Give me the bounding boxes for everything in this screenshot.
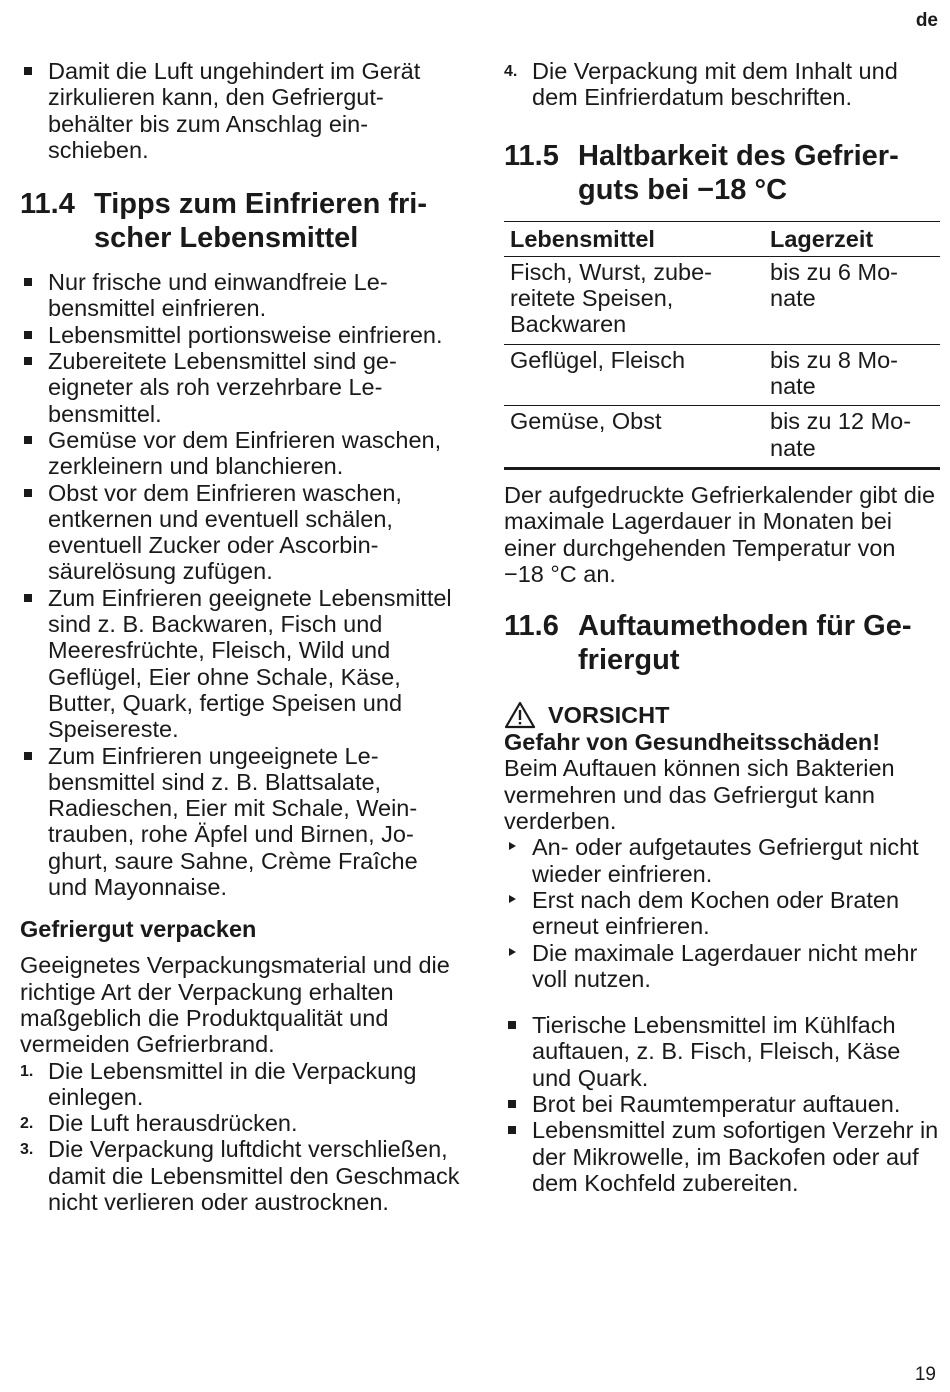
column-header: Lebensmittel [504, 221, 764, 256]
list-item: Damit die Luft ungehindert im Gerät zirkulieren kann, den Gefriergutbehälter bis zum Anschlag einschieben. [20, 58, 460, 163]
list-item: Lebensmittel portionsweise einfrieren. [20, 322, 460, 348]
step-text: Die Verpackung luftdicht verschließen, damit die Lebensmittel den Geschmack nicht verlieren oder austrocknen. [48, 1136, 460, 1215]
thawing-methods-list [504, 1012, 940, 1196]
table-cell: Geflügel, Fleisch [504, 344, 764, 406]
list-item: Tierische Lebensmittel im Kühlfach auftauen, z. B. Fisch, Fleisch, Käse und Quark. [504, 1012, 940, 1091]
step-text: Die Luft herausdrücken. [48, 1110, 298, 1137]
list-item: Lebensmittel zum sofortigen Verzehr in der Mikrowelle, im Backofen oder auf dem Kochfeld zubereiten. [504, 1117, 940, 1196]
caution-label: VORSICHT [548, 702, 670, 728]
step-text: Die Lebensmittel in die Verpackung einlegen. [48, 1057, 417, 1110]
list-item: Obst vor dem Einfrieren waschen, entkernen und eventuell schälen, eventuell Zucker oder Ascorbinsäurelösung zufügen. [20, 480, 460, 585]
action-item: Die maximale Lagerdauer nicht mehr voll nutzen. [504, 940, 940, 993]
freezing-tips-list [20, 269, 460, 900]
table-cell: bis zu 8 Monate [764, 344, 940, 406]
section-heading-11-5 [504, 139, 940, 207]
table-row [504, 344, 940, 406]
right-column [504, 58, 940, 1196]
table-header-row [504, 221, 940, 256]
action-item: An- oder aufgetautes Gefriergut nicht wieder einfrieren. [504, 834, 940, 887]
table-row [504, 256, 940, 344]
list-item: Zubereitete Lebensmittel sind geeigneter als roh verzehrbare Lebensmittel. [20, 348, 460, 427]
caution-box [504, 701, 940, 992]
packing-heading: Gefriergut verpacken [20, 916, 257, 943]
section-title: Auftaumethoden für Gefriergut [578, 610, 912, 677]
language-label: de [915, 10, 938, 31]
intro-list [20, 58, 460, 163]
list-item: Zum Einfrieren ungeeignete Lebensmittel sind z. B. Blattsalate, Radieschen, Eier mit Schale, Weintrauben, rohe Äpfel und Birnen, Joghurt, saure Sahne, Crème Fraîche und Mayonnaise. [20, 743, 460, 901]
step-item [504, 58, 940, 111]
table-cell: bis zu 6 Monate [764, 256, 940, 344]
table-cell: Fisch, Wurst, zubereitete Speisen, Backwaren [504, 256, 764, 344]
list-item: Brot bei Raumtemperatur auftauen. [504, 1091, 940, 1117]
step-text: Die Verpackung mit dem Inhalt und dem Einfrierdatum beschriften. [532, 58, 898, 111]
section-heading-11-4 [20, 187, 460, 255]
section-number: 11.4 [20, 188, 75, 221]
step-item [20, 1136, 460, 1215]
table-row [504, 406, 940, 469]
section-title: Tipps zum Einfrieren frischer Lebensmittel [94, 188, 428, 255]
column-header: Lagerzeit [764, 221, 940, 256]
step-number: 3. [20, 1141, 34, 1159]
list-item: Gemüse vor dem Einfrieren waschen, zerkleinern und blanchieren. [20, 427, 460, 480]
action-item: Erst nach dem Kochen oder Braten erneut einfrieren. [504, 887, 940, 940]
step-number: 1. [20, 1062, 34, 1080]
section-number: 11.6 [504, 610, 559, 643]
caution-subheading: Gefahr von Gesundheitsschäden! [504, 729, 881, 756]
section-title: Haltbarkeit des Gefrierguts bei −18 °C [578, 139, 899, 206]
caution-text: Beim Auftauen können sich Bakterien vermehren und das Gefriergut kann verderben. [504, 755, 895, 835]
left-column [20, 58, 460, 1215]
packing-paragraph: Geeignetes Verpackungsmaterial und die richtige Art der Verpackung erhalten maßgeblich die Produktqualität und vermeiden Gefrierbrand. [20, 952, 450, 1058]
caution-heading [504, 701, 940, 729]
page-number: 19 [914, 1364, 936, 1385]
table-cell: Gemüse, Obst [504, 406, 764, 469]
warning-triangle-icon [504, 701, 536, 729]
step-number: 2. [20, 1115, 34, 1133]
table-cell: bis zu 12 Monate [764, 406, 940, 469]
section-number: 11.5 [504, 139, 559, 172]
step-item [20, 1058, 460, 1111]
section-heading-11-6 [504, 609, 940, 677]
packing-steps [20, 1058, 460, 1216]
step-item [20, 1110, 460, 1136]
step-number: 4. [504, 63, 518, 80]
packing-steps-continued [504, 58, 940, 111]
list-item: Zum Einfrieren geeignete Lebensmittel sind z. B. Backwaren, Fisch und Meeresfrüchte, Fleisch, Wild und Geflügel, Eier ohne Schale, Käse, Butter, Quark, fertige Speisen und Speisereste. [20, 585, 460, 743]
list-item: Nur frische und einwandfreie Lebensmittel einfrieren. [20, 269, 460, 322]
caution-actions [504, 834, 940, 992]
storage-time-table [504, 221, 940, 470]
freezer-calendar-paragraph: Der aufgedruckte Gefrierkalender gibt die maximale Lagerdauer in Monaten bei einer durchgehenden Temperatur von −18 °C an. [504, 481, 936, 587]
